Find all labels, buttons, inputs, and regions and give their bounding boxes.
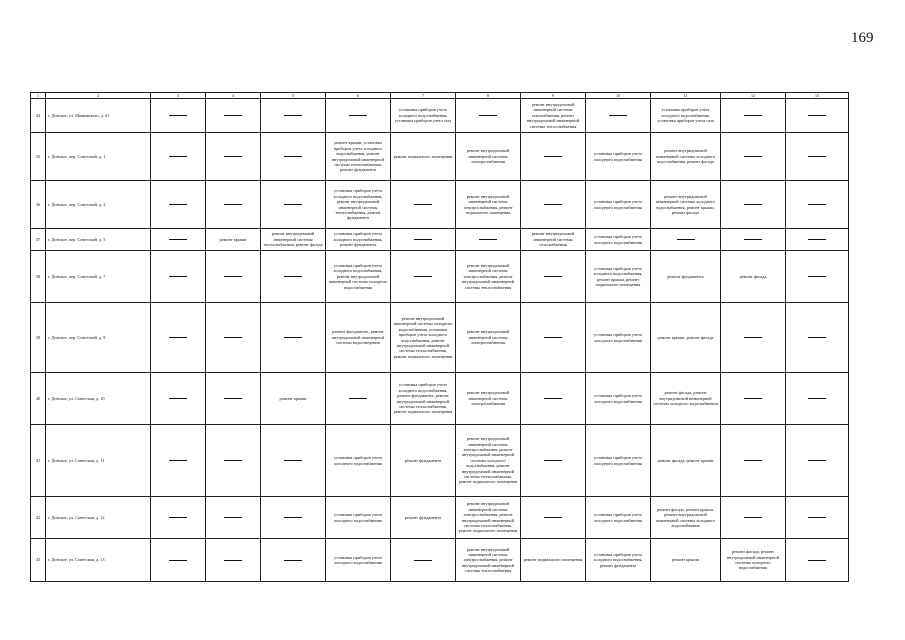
dash-mark	[224, 517, 242, 518]
empty-dash-cell	[151, 181, 206, 229]
empty-dash-cell	[261, 181, 326, 229]
work-cell: ремонт фасада	[721, 251, 786, 303]
work-cell: ремонт внутридомовой инженерной системы электроснабжения	[456, 373, 521, 425]
dash-mark	[284, 156, 302, 157]
empty-dash-cell	[786, 133, 849, 181]
work-cell: ремонт внутридомовой инженерной системы газоснабжения, ремонт внутридомовой инженерной системы теплоснабжения	[521, 99, 586, 133]
dash-mark	[808, 560, 826, 561]
empty-dash-cell	[521, 133, 586, 181]
work-cell: ремонт внутридомовой инженерной системы холодного водоснабжения, ремонт крыши, ремонт фасада	[651, 181, 721, 229]
empty-dash-cell	[786, 425, 849, 497]
empty-dash-cell	[206, 373, 261, 425]
address-cell: г. Донское, ул. Советская, д. 12	[46, 497, 151, 539]
dash-mark	[544, 460, 562, 461]
empty-dash-cell	[206, 497, 261, 539]
empty-dash-cell	[261, 539, 326, 582]
column-number: 5	[261, 93, 326, 99]
table-row	[31, 133, 849, 181]
work-cell: установка приборов учета холодного водоснабжения	[586, 373, 651, 425]
dash-mark	[224, 156, 242, 157]
dash-mark	[224, 276, 242, 277]
work-cell: ремонт внутридомовой инженерной системы газоснабжения	[521, 229, 586, 251]
work-cell: ремонт фундамента	[391, 425, 456, 497]
empty-dash-cell	[786, 373, 849, 425]
column-number: 4	[206, 93, 261, 99]
empty-dash-cell	[206, 425, 261, 497]
work-cell: ремонт внутридомовой инженерной системы электроснабжения	[456, 133, 521, 181]
empty-dash-cell	[721, 497, 786, 539]
empty-dash-cell	[521, 373, 586, 425]
dash-mark	[169, 460, 187, 461]
work-cell: ремонт внутридомовой инженерной системы электроснабжения, ремонт внутридомовой инженерной системы теплоснабжения	[456, 251, 521, 303]
empty-dash-cell	[261, 497, 326, 539]
table-row	[31, 251, 849, 303]
empty-dash-cell	[521, 425, 586, 497]
dash-mark	[169, 560, 187, 561]
address-cell: г. Донское, ул. Маяковского, д. 61	[46, 99, 151, 133]
work-cell: ремонт крыши	[261, 373, 326, 425]
work-cell: ремонт фасада, ремонт внутридомовой инженерной системы холодного водоснабжения	[721, 539, 786, 582]
address-cell: г. Донское, ул. Советская, д. 13	[46, 539, 151, 582]
dash-mark	[808, 239, 826, 240]
work-cell: установка приборов учета холодного водоснабжения	[586, 497, 651, 539]
empty-dash-cell	[786, 539, 849, 582]
empty-dash-cell	[326, 373, 391, 425]
row-number: 42	[31, 497, 46, 539]
work-cell: ремонт внутридомовой инженерной системы электроснабжения, ремонт внутридомовой инженерной системы холодного водоснабжения, ремонт внутридомовой инженерной системы теплоснабжения, ремонт подвального помещения	[456, 425, 521, 497]
dash-mark	[284, 115, 302, 116]
column-number: 2	[46, 93, 151, 99]
table-row	[31, 425, 849, 497]
empty-dash-cell	[721, 373, 786, 425]
column-number: 6	[326, 93, 391, 99]
work-cell: ремонт внутридомовой инженерной системы электроснабжения, ремонт внутридомовой инженерной системы теплоснабжения	[456, 539, 521, 582]
work-cell: ремонт фундамента, ремонт внутридомовой инженерной системы водоотведения	[326, 303, 391, 373]
work-cell: ремонт внутридомовой инженерной системы электроснабжения, ремонт подвального помещения	[456, 181, 521, 229]
row-number: 43	[31, 539, 46, 582]
empty-dash-cell	[391, 251, 456, 303]
dash-mark	[609, 115, 627, 116]
dash-mark	[744, 517, 762, 518]
empty-dash-cell	[651, 229, 721, 251]
address-cell: г. Донское, пер. Советский, д. 1	[46, 133, 151, 181]
work-cell: ремонт подвального помещения	[521, 539, 586, 582]
column-number: 8	[456, 93, 521, 99]
empty-dash-cell	[721, 229, 786, 251]
dash-mark	[744, 398, 762, 399]
empty-dash-cell	[151, 425, 206, 497]
work-cell: ремонт фасада, ремонт крыши	[651, 425, 721, 497]
dash-mark	[544, 204, 562, 205]
work-cell: ремонт фундамента	[651, 251, 721, 303]
column-number: 11	[651, 93, 721, 99]
empty-dash-cell	[206, 133, 261, 181]
empty-dash-cell	[391, 539, 456, 582]
dash-mark	[284, 204, 302, 205]
dash-mark	[808, 115, 826, 116]
table-row	[31, 539, 849, 582]
work-cell: ремонт крыши, установка приборов учета холодного водоснабжения, ремонт внутридомовой инженерной системы теплоснабжения, ремонт фундамента	[326, 133, 391, 181]
dash-mark	[808, 156, 826, 157]
dash-mark	[479, 239, 497, 240]
row-number: 35	[31, 133, 46, 181]
empty-dash-cell	[721, 303, 786, 373]
work-cell: установка приборов учета холодного водоснабжения, ремонт внутридомовой инженерной системы холодного водоснабжения	[326, 251, 391, 303]
empty-dash-cell	[391, 181, 456, 229]
dash-mark	[414, 239, 432, 240]
empty-dash-cell	[786, 181, 849, 229]
work-cell: установка приборов учета холодного водоснабжения, ремонт внутридомовой инженерной системы теплоснабжения, ремонт фундамента	[326, 181, 391, 229]
work-cell: ремонт внутридомовой инженерной системы электроснабжения	[456, 303, 521, 373]
empty-dash-cell	[391, 229, 456, 251]
dash-mark	[169, 276, 187, 277]
dash-mark	[544, 337, 562, 338]
dash-mark	[744, 204, 762, 205]
dash-mark	[224, 115, 242, 116]
work-cell: ремонт внутридомовой инженерной системы электроснабжения, ремонт внутридомовой инженерной системы теплоснабжения, ремонт подвального помещения	[456, 497, 521, 539]
dash-mark	[224, 337, 242, 338]
empty-dash-cell	[721, 425, 786, 497]
empty-dash-cell	[151, 373, 206, 425]
empty-dash-cell	[456, 229, 521, 251]
dash-mark	[284, 517, 302, 518]
table-row	[31, 303, 849, 373]
address-cell: г. Донское, пер. Советский, д. 9	[46, 303, 151, 373]
empty-dash-cell	[521, 497, 586, 539]
work-cell: установка приборов учета холодного водоснабжения	[326, 497, 391, 539]
dash-mark	[544, 156, 562, 157]
dash-mark	[808, 204, 826, 205]
empty-dash-cell	[521, 251, 586, 303]
table-row	[31, 181, 849, 229]
page-number: 169	[851, 30, 874, 46]
dash-mark	[414, 276, 432, 277]
address-cell: г. Донское, ул. Советская, д. 10	[46, 373, 151, 425]
empty-dash-cell	[586, 99, 651, 133]
empty-dash-cell	[151, 303, 206, 373]
work-cell: установка приборов учета холодного водоснабжения	[586, 181, 651, 229]
work-cell: ремонт фасада, ремонт внутридомовой инженерной системы холодного водоснабжения	[651, 373, 721, 425]
dash-mark	[224, 460, 242, 461]
empty-dash-cell	[326, 99, 391, 133]
work-cell: ремонт фундамента	[391, 497, 456, 539]
work-cell: установка приборов учета холодного водоснабжения	[586, 303, 651, 373]
empty-dash-cell	[206, 539, 261, 582]
dash-mark	[808, 460, 826, 461]
dash-mark	[169, 239, 187, 240]
column-number: 12	[721, 93, 786, 99]
dash-mark	[744, 337, 762, 338]
dash-mark	[224, 398, 242, 399]
work-cell: ремонт подвального помещения	[391, 133, 456, 181]
dash-mark	[349, 115, 367, 116]
empty-dash-cell	[261, 99, 326, 133]
empty-dash-cell	[151, 539, 206, 582]
table-body	[31, 93, 849, 582]
row-number: 41	[31, 425, 46, 497]
dash-mark	[808, 276, 826, 277]
empty-dash-cell	[261, 251, 326, 303]
empty-dash-cell	[261, 133, 326, 181]
column-number: 7	[391, 93, 456, 99]
dash-mark	[544, 276, 562, 277]
empty-dash-cell	[206, 303, 261, 373]
empty-dash-cell	[456, 99, 521, 133]
empty-dash-cell	[206, 181, 261, 229]
dash-mark	[808, 337, 826, 338]
work-cell: установка приборов учета холодного водоснабжения, ремонт фундамента	[326, 229, 391, 251]
work-cell: установка приборов учета холодного водоснабжения	[586, 229, 651, 251]
column-number: 3	[151, 93, 206, 99]
row-number: 40	[31, 373, 46, 425]
column-number: 13	[786, 93, 849, 99]
work-cell: установка приборов учета холодного водоснабжения, ремонт фундамента	[586, 539, 651, 582]
dash-mark	[544, 398, 562, 399]
empty-dash-cell	[151, 133, 206, 181]
address-cell: г. Донское, пер. Советский, д. 5	[46, 229, 151, 251]
table-row	[31, 229, 849, 251]
empty-dash-cell	[151, 251, 206, 303]
dash-mark	[169, 115, 187, 116]
work-cell: ремонт крыши	[206, 229, 261, 251]
dash-mark	[284, 460, 302, 461]
work-cell: ремонт внутридомовой инженерной системы холодного водоснабжения, ремонт фасада	[651, 133, 721, 181]
work-cell: ремонт внутридомовой инженерной системы теплоснабжения, ремонт фасада	[261, 229, 326, 251]
work-cell: ремонт внутридомовой инженерной системы холодного водоснабжения, установка приборов учета холодного водоснабжения, ремонт внутридомовой инженерной системы теплоснабжения, ремонт подвального помещения	[391, 303, 456, 373]
column-number: 1	[31, 93, 46, 99]
dash-mark	[284, 560, 302, 561]
empty-dash-cell	[151, 99, 206, 133]
empty-dash-cell	[261, 425, 326, 497]
empty-dash-cell	[721, 133, 786, 181]
dash-mark	[544, 517, 562, 518]
dash-mark	[169, 398, 187, 399]
work-cell: ремонт крыши, ремонт фасада	[651, 303, 721, 373]
work-cell: установка приборов учета холодного водоснабжения	[586, 133, 651, 181]
work-cell: установка приборов учета холодного водоснабжения, ремонт фундамента, ремонт внутридомовой инженерной системы теплоснабжения, ремонт подвального помещения	[391, 373, 456, 425]
column-number: 10	[586, 93, 651, 99]
empty-dash-cell	[151, 229, 206, 251]
work-cell: установка приборов учета холодного водоснабжения	[326, 539, 391, 582]
work-cell: установка приборов учета холодного водоснабжения, установка приборов учета газа	[651, 99, 721, 133]
work-cell: установка приборов учета холодного водоснабжения, ремонт крыши, ремонт подвального помещения	[586, 251, 651, 303]
dash-mark	[169, 337, 187, 338]
dash-mark	[744, 239, 762, 240]
column-number: 9	[521, 93, 586, 99]
work-cell: ремонт фасада, ремонт крыши, ремонт внутридомовой инженерной системы холодного водоснабжения	[651, 497, 721, 539]
empty-dash-cell	[721, 99, 786, 133]
row-number: 34	[31, 99, 46, 133]
empty-dash-cell	[721, 181, 786, 229]
work-cell: установка приборов учета холодного водоснабжения	[586, 425, 651, 497]
empty-dash-cell	[521, 181, 586, 229]
dash-mark	[224, 204, 242, 205]
dash-mark	[169, 204, 187, 205]
work-cell: ремонт крыши	[651, 539, 721, 582]
capital-repair-table	[30, 92, 849, 582]
table-row	[31, 99, 849, 133]
row-number: 37	[31, 229, 46, 251]
dash-mark	[224, 560, 242, 561]
work-cell: установка приборов учета холодного водоснабжения	[326, 425, 391, 497]
dash-mark	[349, 398, 367, 399]
empty-dash-cell	[151, 497, 206, 539]
empty-dash-cell	[786, 251, 849, 303]
dash-mark	[808, 398, 826, 399]
empty-dash-cell	[206, 99, 261, 133]
row-number: 38	[31, 251, 46, 303]
dash-mark	[744, 460, 762, 461]
dash-mark	[169, 156, 187, 157]
empty-dash-cell	[786, 497, 849, 539]
table-row	[31, 373, 849, 425]
dash-mark	[744, 156, 762, 157]
dash-mark	[677, 239, 695, 240]
dash-mark	[284, 276, 302, 277]
address-cell: г. Донское, пер. Советский, д. 2	[46, 181, 151, 229]
empty-dash-cell	[521, 303, 586, 373]
empty-dash-cell	[206, 251, 261, 303]
dash-mark	[744, 115, 762, 116]
work-cell: установка приборов учета холодного водоснабжения, установка приборов учета газа	[391, 99, 456, 133]
address-cell: г. Донское, ул. Советская, д. 11	[46, 425, 151, 497]
address-cell: г. Донское, пер. Советский, д. 7	[46, 251, 151, 303]
empty-dash-cell	[786, 99, 849, 133]
dash-mark	[414, 560, 432, 561]
dash-mark	[169, 517, 187, 518]
dash-mark	[284, 337, 302, 338]
empty-dash-cell	[786, 229, 849, 251]
row-number: 36	[31, 181, 46, 229]
row-number: 39	[31, 303, 46, 373]
table-row	[31, 497, 849, 539]
empty-dash-cell	[261, 303, 326, 373]
dash-mark	[479, 115, 497, 116]
empty-dash-cell	[786, 303, 849, 373]
dash-mark	[414, 204, 432, 205]
dash-mark	[808, 517, 826, 518]
